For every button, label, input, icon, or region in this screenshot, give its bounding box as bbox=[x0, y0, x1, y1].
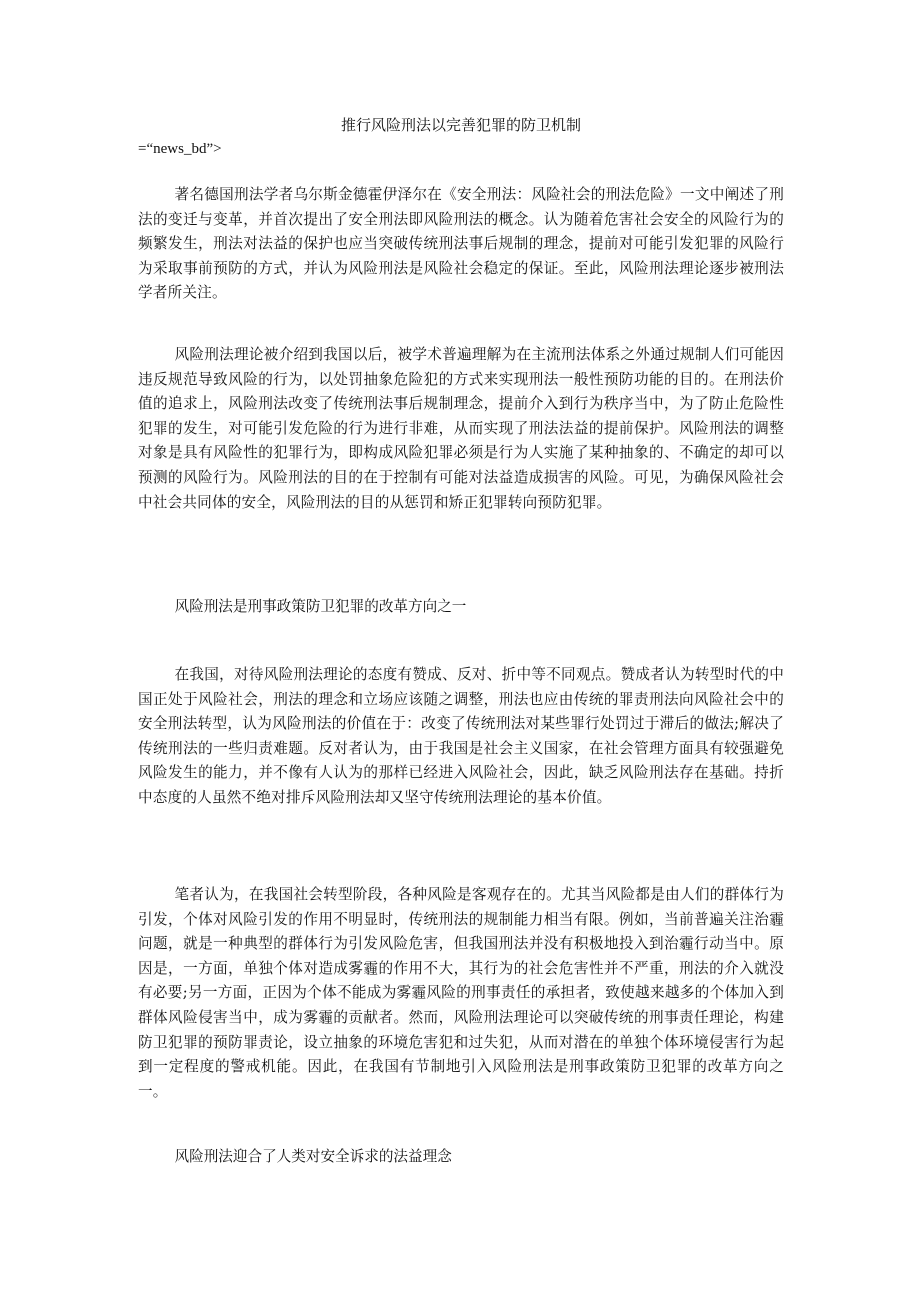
paragraph-introduction: 著名德国刑法学者乌尔斯金德霍伊泽尔在《安全刑法：风险社会的刑法危险》一文中阐述了刑法的变迁与变革，并首次提出了安全刑法即风险刑法的概念。认为随着危害社会安全的风险行为的频繁发生，刑法对法益的保护也应当突破传统刑法事后规制的理念，提前对可能引发犯罪的风险行为采取事前预防的方式，并认为风险刑法是风险社会稳定的保证。至此，风险刑法理论逐步被刑法学者所关注。 bbox=[138, 186, 784, 302]
stray-code-fragment: =“news_bd”> bbox=[138, 141, 222, 157]
section-heading-security-interest: 风险刑法迎合了人类对安全诉求的法益理念 bbox=[174, 1148, 452, 1165]
paragraph-author-opinion: 笔者认为，在我国社会转型阶段，各种风险是客观存在的。尤其当风险都是由人们的群体行为引发，个体对风险引发的作用不明显时，传统刑法的规制能力相当有限。例如，当前普遍关注治霾问题，就是一种典型的群体行为引发风险危害，但我国刑法并没有积极地投入到治霾行动当中。原因是，一方面，单独个体对造成雾霾的作用不大，其行为的社会危害性并不严重，刑法的介入就没有必要;另一方面，正因为个体不能成为雾霾风险的刑事责任的承担者，致使越来越多的个体加入到群体风险侵害当中，成为雾霾的贡献者。然而，风险刑法理论可以突破传统的刑事责任理论，构建防卫犯罪的预防罪责论，设立抽象的环境危害犯和过失犯，从而对潜在的单独个体环境侵害行为起到一定程度的警戒机能。因此，在我国有节制地引入风险刑法是刑事政策防卫犯罪的改革方向之一。 bbox=[138, 886, 784, 1100]
paragraph-domestic-views: 在我国，对待风险刑法理论的态度有赞成、反对、折中等不同观点。赞成者认为转型时代的中国正处于风险社会，刑法的理念和立场应该随之调整，刑法也应由传统的罪责刑法向风险社会中的安全刑法转型，认为风险刑法的价值在于：改变了传统刑法对某些罪行处罚过于滞后的做法;解决了传统刑法的一些归责难题。反对者认为，由于我国是社会主义国家，在社会管理方面具有较强避免风险发生的能力，并不像有人认为的那样已经进入风险社会，因此，缺乏风险刑法存在基础。持折中态度的人虽然不绝对排斥风险刑法却又坚守传统刑法理论的基本价值。 bbox=[138, 666, 784, 806]
paragraph-theory-reception: 风险刑法理论被介绍到我国以后，被学术普遍理解为在主流刑法体系之外通过规制人们可能因违反规范导致风险的行为，以处罚抽象危险犯的方式来实现刑法一般性预防功能的目的。在刑法价值的追求上，风险刑法改变了传统刑法事后规制理念，提前介入到行为秩序当中，为了防止危险性犯罪的发生，对可能引发危险的行为进行非难，从而实现了刑法法益的提前保护。风险刑法的调整对象是具有风险性的犯罪行为，即构成风险犯罪必须是行为人实施了某种抽象的、不确定的却可以预测的风险行为。风险刑法的目的在于控制有可能对法益造成损害的风险。可见，为确保风险社会中社会共同体的安全，风险刑法的目的从惩罚和矫正犯罪转向预防犯罪。 bbox=[138, 346, 784, 511]
document-title: 推行风险刑法以完善犯罪的防卫机制 bbox=[340, 116, 581, 134]
section-heading-reform-direction: 风险刑法是刑事政策防卫犯罪的改革方向之一 bbox=[174, 598, 467, 615]
